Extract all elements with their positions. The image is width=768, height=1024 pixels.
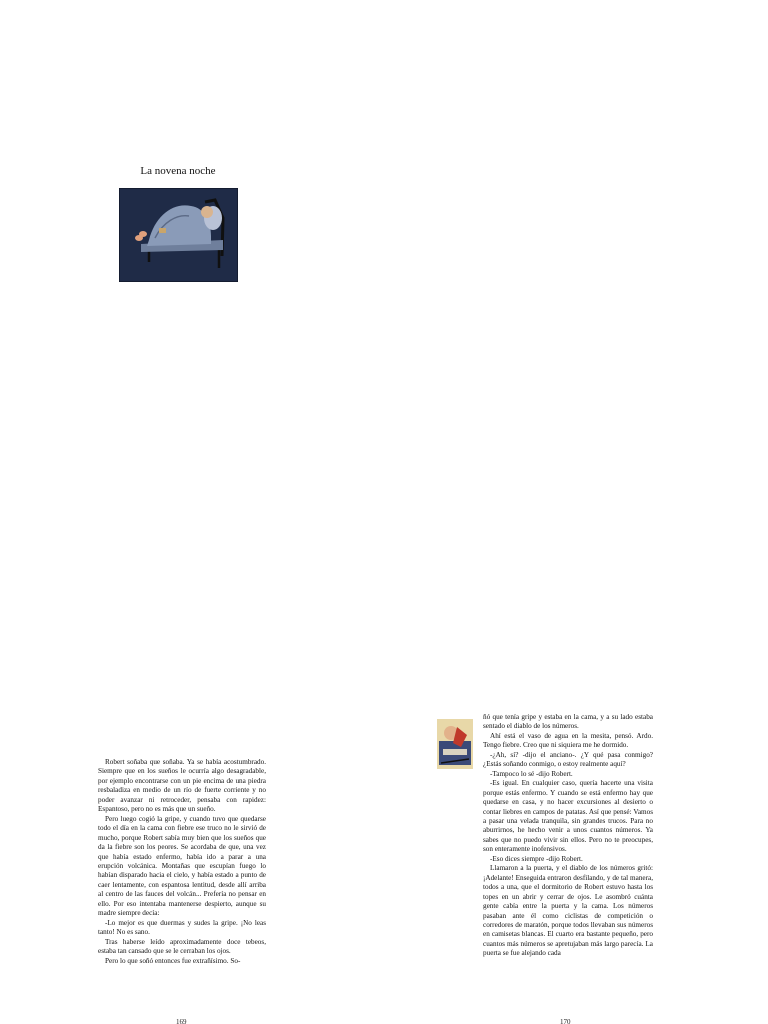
paragraph: -¿Ah, sí? -dijo el anciano-. ¿Y qué pasa conmigo? ¿Estás soñando conmigo, o estoy realmente aquí? xyxy=(483,750,653,769)
right-text-column xyxy=(483,713,653,959)
left-text-column xyxy=(98,758,266,966)
paragraph: -Tampoco lo sé -dijo Robert. xyxy=(490,769,573,778)
paragraph: Robert soñaba que soñaba. Ya se había acostumbrado. Siempre que en los sueños le ocurría algo desagradable, por ejemplo encontrarse con un pie encima de una piedra resbaladiza en medio de un río de fuerte corriente y no poder avanzar ni retroceder, pensaba con rapidez: Espantoso, pero no es más que un sueño. xyxy=(98,758,266,814)
paragraph: Tras haberse leído aproximadamente doce tebeos, estaba tan cansado que se le cerraban los ojos. xyxy=(98,937,266,956)
page-number-right: 170 xyxy=(560,1018,571,1024)
paragraph: ñó que tenía gripe y estaba en la cama, y a su lado estaba sentado el diablo de los números. xyxy=(483,713,653,731)
robert-in-bed-small-illustration xyxy=(437,719,473,769)
paragraph: -Lo mejor es que duermas y sudes la gripe. ¡No leas tanto! No es sano. xyxy=(98,918,266,937)
paragraph: Pero lo que soñó entonces fue extrañísimo. So- xyxy=(105,956,241,965)
paragraph: Ahí está el vaso de agua en la mesita, pensó. Ardo. Tengo fiebre. Creo que ni siquiera me he dormido. xyxy=(483,731,653,750)
paragraph: -Eso dices siempre -dijo Robert. xyxy=(490,854,583,863)
sleeping-boy-illustration xyxy=(119,188,238,282)
chapter-title: La novena noche xyxy=(140,165,216,177)
paragraph: -Es igual. En cualquier caso, quería hacerte una visita porque estás enfermo. Y cuando se está enfermo hay que quedarse en casa, y no hacer excursiones al desierto o contar liebres en campos de patatas. Así que pensé: Vamos a pasar una velada tranquila, sin grandes trucos. Para no aburrirnos, he hecho venir a unos cuantos números. Ya sabes que no puedo vivir sin ellos. Pero no te preocupes, son enteramente inofensivos. xyxy=(483,779,653,854)
paragraph: Pero luego cogió la gripe, y cuando tuvo que quedarse todo el día en la cama con fiebre ese truco no le sirvió de mucho, porque Robert sabía muy bien que los sueños que da la fiebre son los peores. Se acordaba de que, una vez que había estado enfermo, había ido a parar a una erupción volcánica. Montañas que escupían fuego lo habían disparado hacia el cielo, y había estado a punto de caer lentamente, con espantosa lentitud, desde allí arriba al centro de las fauces del volcán... Prefería no pensar en ello. Por eso intentaba mantenerse despierto, aunque su madre siempre decía: xyxy=(98,814,266,918)
paragraph: Llamaron a la puerta, y el diablo de los números gritó: ¡Adelante! Enseguida entraron desfilando, y de tal manera, todos a una, que el dormitorio de Robert estuvo hasta los topes en un abrir y cerrar de ojos. Le asombró cuánta gente cabía entre la puerta y la cama. Los números pasaban ante él como ciclistas de competición o corredores de maratón, porque todos llevaban sus números en camisetas blancas. El cuarto era bastante pequeño, pero cuantos más números se apretujaban más largo parecía. La puerta se fue alejando cada xyxy=(483,864,653,958)
page-number-left: 169 xyxy=(176,1018,187,1024)
